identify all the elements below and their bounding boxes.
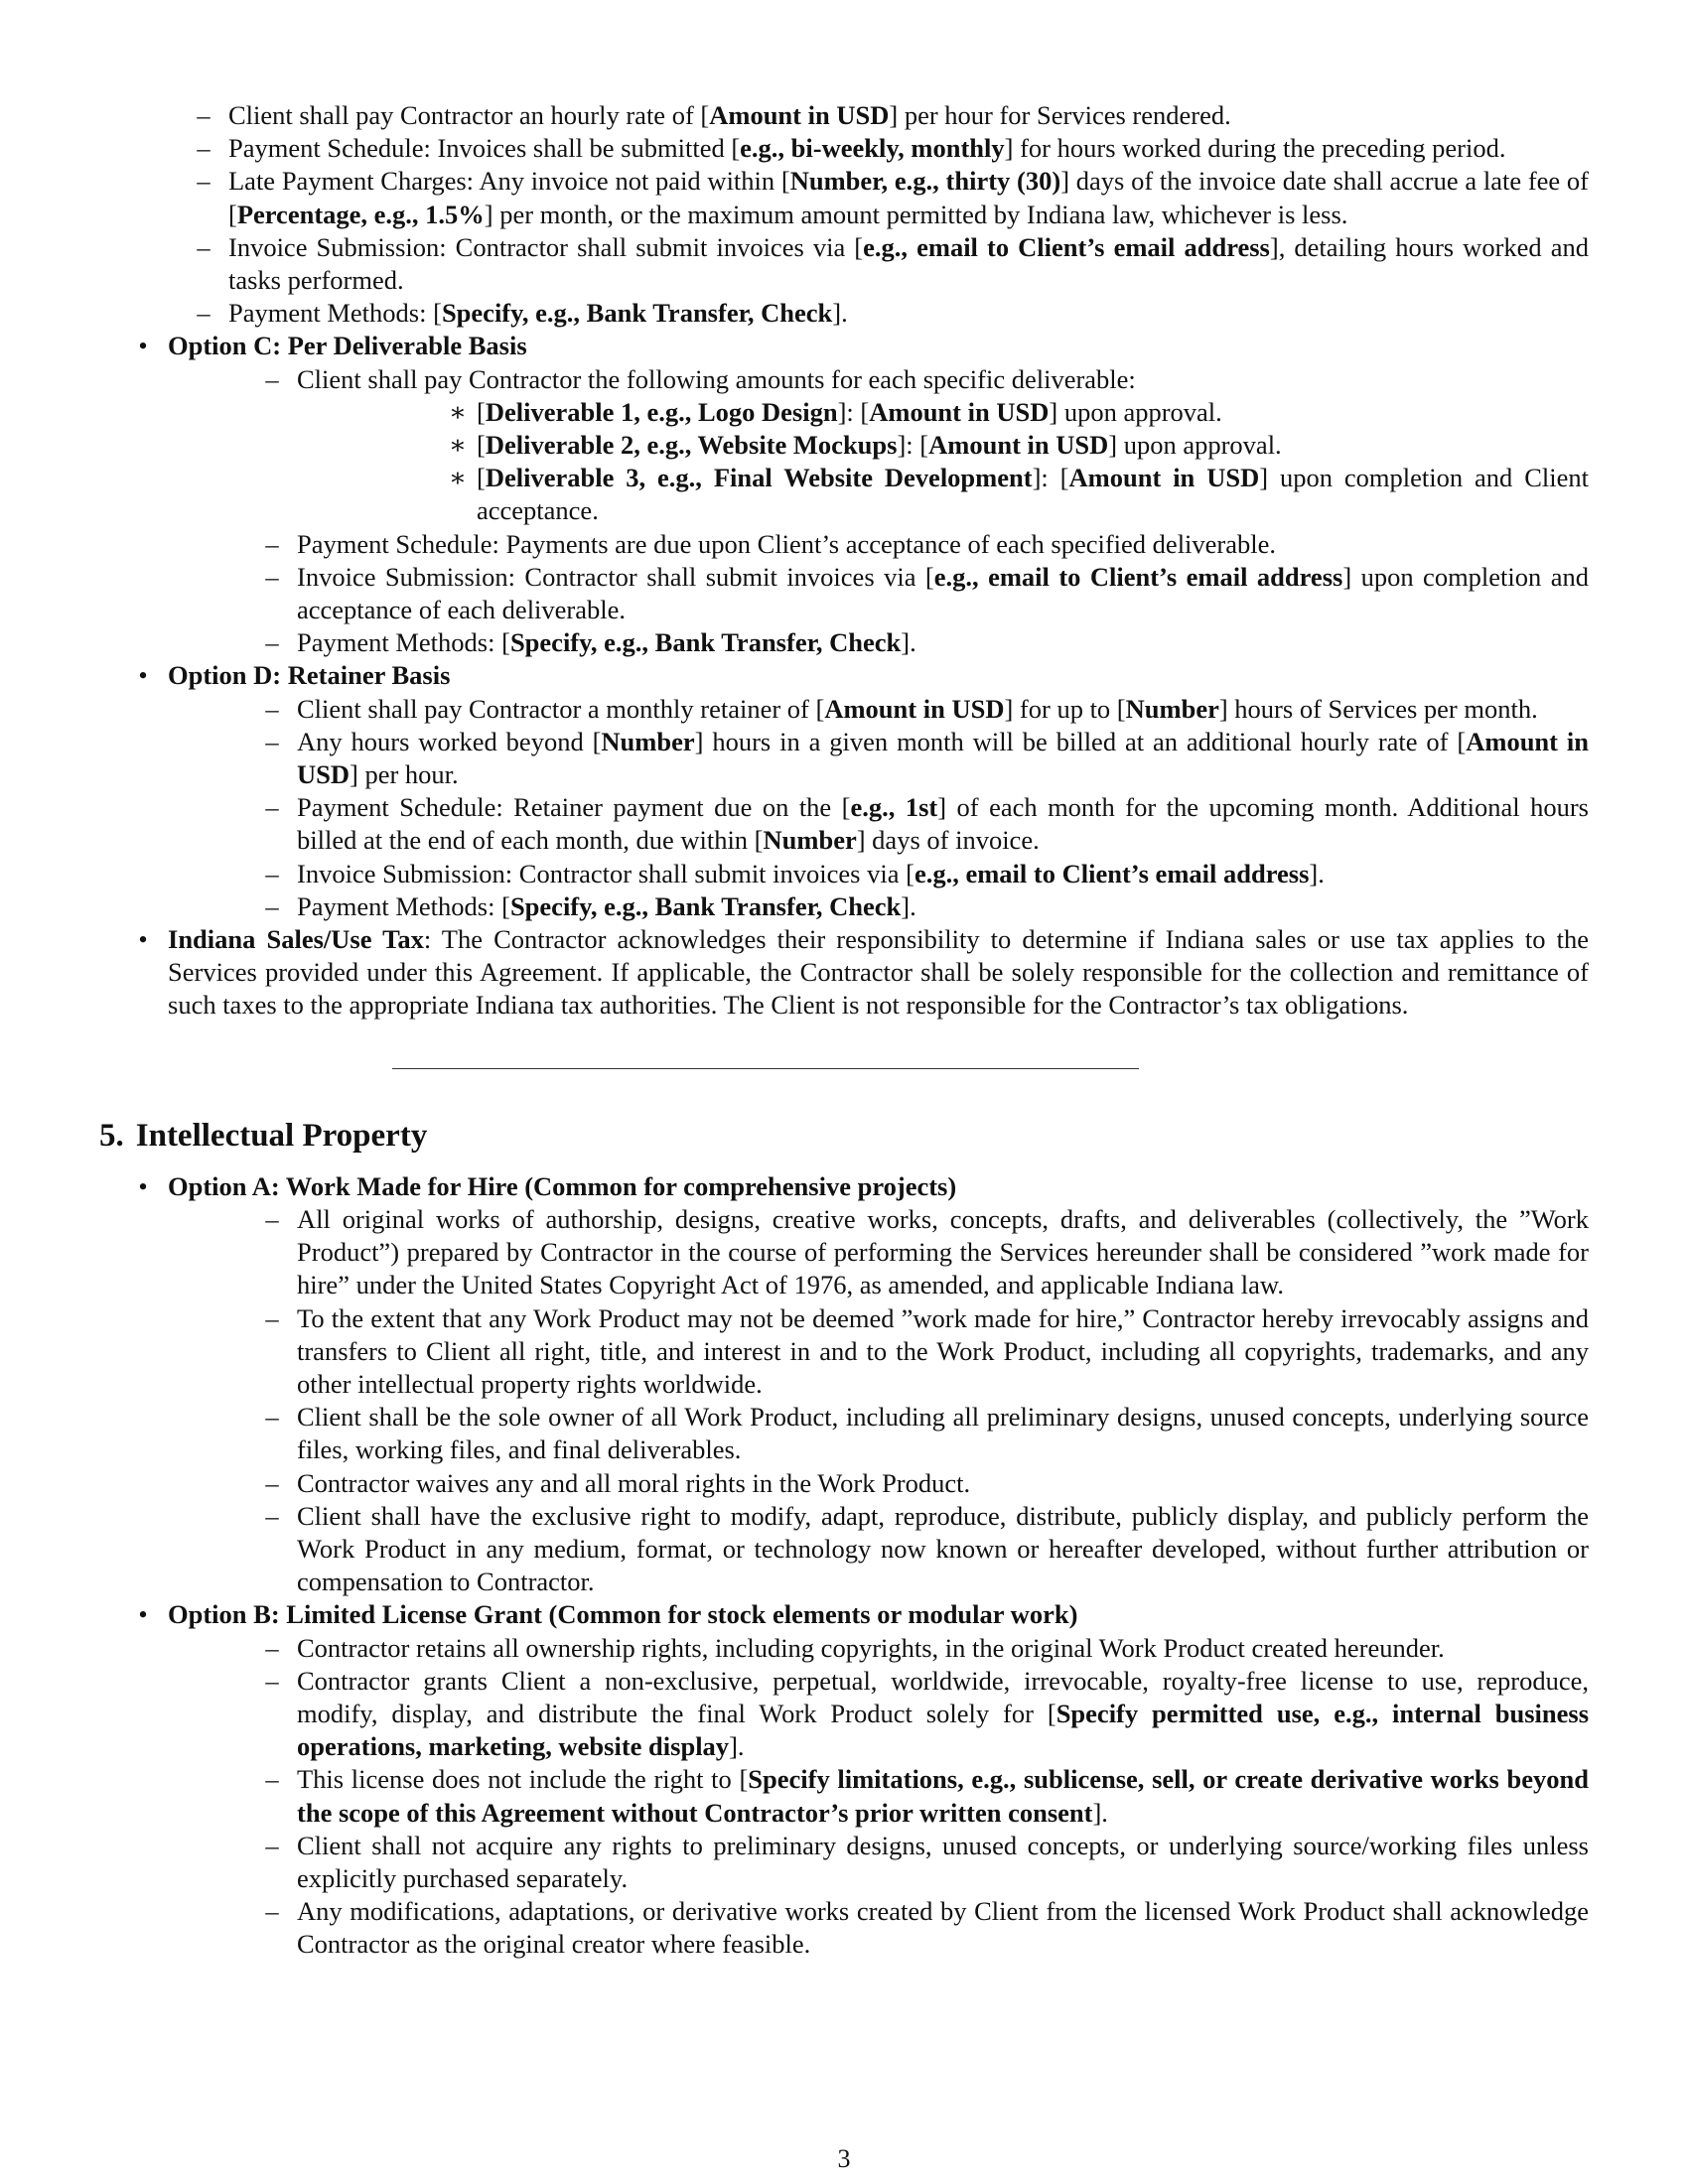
- list-item: [99, 231, 1589, 297]
- item-text: ] per hour.: [350, 759, 459, 790]
- list-item: [168, 858, 1589, 890]
- item-text: Payment Schedule: Retainer payment due on the [: [297, 792, 851, 823]
- placeholder-text: Specify, e.g., Bank Transfer, Check: [509, 890, 902, 921]
- item-text: ] days of invoice.: [856, 825, 1040, 856]
- item-text: ].: [901, 627, 916, 658]
- item-text: [: [477, 430, 486, 461]
- item-text: ] upon completion and acceptance of each deliverable.: [297, 561, 1589, 625]
- section-divider: [392, 1068, 1139, 1069]
- placeholder-text: e.g., email to Client’s email address: [863, 231, 1270, 262]
- tax-title: Indiana Sales/Use Tax: [168, 924, 424, 955]
- item-text: Payment Schedule: Invoices shall be submitted [: [228, 133, 741, 164]
- placeholder-text: Amount in USD: [869, 396, 1050, 427]
- list-item: [168, 1500, 1589, 1599]
- dash-marker: –: [265, 1302, 279, 1333]
- dash-marker: –: [265, 1500, 279, 1531]
- item-text: ], detailing hours worked and tasks performed.: [228, 231, 1589, 296]
- placeholder-text: Specify permitted use, e.g., internal business operations, marketing, website display: [297, 1698, 1590, 1762]
- item-text: ].: [1309, 858, 1325, 888]
- placeholder-text: e.g., email to Client’s email address: [933, 561, 1343, 592]
- placeholder-text: Number: [601, 726, 695, 756]
- ip-option-b-item: [99, 1598, 1589, 1961]
- page-content: [99, 99, 1589, 1962]
- dash-marker: –: [197, 100, 211, 130]
- dash-marker: –: [265, 726, 279, 756]
- item-text: ].: [832, 298, 848, 329]
- list-item: [99, 165, 1589, 230]
- item-text: All original works of authorship, designs, creative works, concepts, drafts, and deliverables (collectively, the ”Work Product”) prepared by Contractor in the course of performing the Services hereunder shall be considered ”work made for hire” under the United States Copyright Act of 1976, as amended, and applicable Indiana law.: [297, 1203, 1589, 1300]
- dash-marker: –: [197, 166, 211, 197]
- item-text: ] for hours worked during the preceding period.: [1004, 133, 1506, 164]
- placeholder-text: Percentage, e.g., 1.5%: [236, 199, 485, 229]
- item-text: Invoice Submission: Contractor shall submit invoices via [: [297, 858, 914, 888]
- ip-options-list: [99, 1170, 1589, 1962]
- list-item: [297, 396, 1589, 429]
- placeholder-text: Specify limitations, e.g., sublicense, sell, or create derivative works beyond the scope of this Agreement without Contractor’s prior written consent: [297, 1764, 1589, 1828]
- item-text: ]: [: [837, 396, 870, 427]
- item-text: ].: [901, 890, 916, 921]
- item-text: Any hours worked beyond [: [297, 726, 602, 756]
- placeholder-text: Number: [1125, 693, 1219, 724]
- list-item: [168, 1830, 1589, 1895]
- list-item: [168, 1632, 1589, 1665]
- list-item: [168, 1401, 1589, 1466]
- placeholder-text: Deliverable 3, e.g., Final Website Development: [485, 463, 1033, 493]
- item-text: Client shall not acquire any rights to preliminary designs, unused concepts, or underlying source/working files unless explicitly purchased separately.: [297, 1830, 1589, 1893]
- list-item: [168, 1302, 1589, 1402]
- list-item: [168, 1895, 1589, 1961]
- dash-marker: –: [265, 1764, 279, 1795]
- item-text: Client shall be the sole owner of all Work Product, including all preliminary designs, unused concepts, underlying source files, working files, and final deliverables.: [297, 1402, 1589, 1465]
- list-item: [168, 726, 1589, 791]
- payment-options-list: [99, 330, 1589, 1022]
- list-item: [168, 693, 1589, 726]
- dash-marker: –: [265, 693, 279, 724]
- item-text: Payment Schedule: Payments are due upon Client’s acceptance of each specified deliverable.: [297, 528, 1277, 559]
- star-marker: ∗: [448, 430, 467, 461]
- option-d-item: [99, 659, 1589, 923]
- tax-item: [99, 923, 1589, 1023]
- bullet-marker: •: [138, 331, 148, 361]
- dash-marker: –: [265, 1896, 279, 1927]
- option-c-title: Option C: Per Deliverable Basis: [168, 331, 527, 361]
- item-text: ] hours of Services per month.: [1218, 693, 1538, 724]
- section-number: 5.: [99, 1117, 124, 1154]
- option-c-terms-list: [168, 528, 1589, 660]
- dash-marker: –: [265, 528, 279, 559]
- ip-option-b-terms-list: [168, 1632, 1589, 1962]
- item-text: ] hours in a given month will be billed at an additional hourly rate of [: [694, 726, 1467, 756]
- option-c-intro: Client shall pay Contractor the following amounts for each specific deliverable:: [297, 363, 1136, 394]
- placeholder-text: Amount in USD: [928, 430, 1109, 461]
- item-text: ] per month, or the maximum amount permitted by Indiana law, whichever is less.: [484, 199, 1348, 229]
- placeholder-text: Specify, e.g., Bank Transfer, Check: [441, 298, 833, 329]
- tax-text: : The Contractor acknowledges their responsibility to determine if Indiana sales or use tax applies to the Services provided under this Agreement. If applicable, the Contractor shall be solely responsible for the collection and remittance of such taxes to the appropriate Indiana tax authorities. The Client is not responsible for the Contractor’s tax obligations.: [168, 924, 1590, 1021]
- item-text: Contractor grants Client a non-exclusive, perpetual, worldwide, irrevocable, royalty-free license to use, reproduce, modify, display, and distribute the final Work Product solely for [: [297, 1665, 1589, 1728]
- list-item: [297, 462, 1589, 527]
- ip-option-a-title: Option A: Work Made for Hire (Common for comprehensive projects): [168, 1170, 957, 1201]
- dash-marker: –: [265, 1665, 279, 1696]
- item-text: Payment Methods: [: [297, 627, 510, 658]
- ip-option-a-terms-list: [168, 1203, 1589, 1598]
- placeholder-text: e.g., 1st: [850, 792, 938, 823]
- item-text: Contractor retains all ownership rights, including copyrights, in the original Work Product created hereunder.: [297, 1632, 1445, 1663]
- dash-marker: –: [197, 298, 211, 329]
- dash-marker: –: [265, 1830, 279, 1860]
- dash-marker: –: [265, 1203, 279, 1234]
- deliverables-list: [297, 396, 1589, 528]
- list-item: [99, 99, 1589, 132]
- bullet-marker: •: [138, 660, 148, 691]
- dash-marker: –: [265, 1632, 279, 1663]
- item-text: ]: [: [1032, 463, 1069, 493]
- placeholder-text: e.g., email to Client’s email address: [914, 858, 1310, 888]
- list-item: [99, 132, 1589, 165]
- item-text: ] per hour for Services rendered.: [889, 100, 1231, 130]
- item-text: ] for up to [: [1004, 693, 1126, 724]
- item-text: ].: [1092, 1797, 1108, 1828]
- item-text: Any modifications, adaptations, or derivative works created by Client from the licensed Work Product shall acknowledge Contractor as the original creator where feasible.: [297, 1896, 1589, 1960]
- list-item: [99, 297, 1589, 330]
- item-text: Payment Methods: [: [297, 890, 510, 921]
- option-c-sublist: [168, 363, 1589, 528]
- star-marker: ∗: [448, 463, 467, 493]
- payment-option-b-list: [99, 99, 1589, 330]
- item-text: Invoice Submission: Contractor shall submit invoices via [: [228, 231, 864, 262]
- option-c-item: [99, 330, 1589, 659]
- dash-marker: –: [197, 231, 211, 262]
- placeholder-text: Number, e.g., thirty (30): [789, 166, 1061, 197]
- section-title: Intellectual Property: [135, 1117, 428, 1154]
- section-heading: [99, 1116, 1589, 1156]
- dash-marker: –: [265, 561, 279, 592]
- bullet-marker: •: [138, 1170, 148, 1201]
- ip-option-a-item: [99, 1170, 1589, 1599]
- item-text: ] upon completion and Client acceptance.: [477, 463, 1589, 526]
- placeholder-text: Deliverable 1, e.g., Logo Design: [485, 396, 838, 427]
- ip-option-b-title: Option B: Limited License Grant (Common for stock elements or modular work): [168, 1599, 1078, 1630]
- dash-marker: –: [265, 858, 279, 888]
- option-d-title: Option D: Retainer Basis: [168, 660, 451, 691]
- placeholder-text: Deliverable 2, e.g., Website Mockups: [485, 430, 898, 461]
- item-text: ] upon approval.: [1108, 430, 1282, 461]
- list-item: [168, 1763, 1589, 1829]
- list-item: [168, 1203, 1589, 1302]
- dash-marker: –: [265, 627, 279, 658]
- item-text: ] of each month for the upcoming month. Additional hours billed at the end of each month, due within [: [297, 792, 1589, 856]
- list-item: [168, 1467, 1589, 1500]
- list-item: [168, 626, 1589, 659]
- bullet-marker: •: [138, 1599, 148, 1630]
- item-text: ]: [: [897, 430, 929, 461]
- dash-marker: –: [265, 792, 279, 823]
- option-c-intro-item: [168, 363, 1589, 528]
- item-text: [: [477, 463, 486, 493]
- dash-marker: –: [265, 890, 279, 921]
- dash-marker: –: [197, 133, 211, 164]
- dash-marker: –: [265, 1402, 279, 1433]
- item-text: [: [477, 396, 486, 427]
- placeholder-text: e.g., bi-weekly, monthly: [740, 133, 1005, 164]
- list-item: [168, 1665, 1589, 1764]
- bullet-marker: •: [138, 924, 148, 955]
- list-item: [297, 429, 1589, 462]
- list-item: [168, 528, 1589, 561]
- item-text: Client shall have the exclusive right to modify, adapt, reproduce, distribute, publicly display, and publicly perform the Work Product in any medium, format, or technology now known or hereafter developed, without further attribution or compensation to Contractor.: [297, 1500, 1589, 1597]
- page-number: 3: [837, 2144, 851, 2173]
- item-text: ] upon approval.: [1049, 396, 1222, 427]
- dash-marker: –: [265, 1467, 279, 1498]
- item-text: To the extent that any Work Product may not be deemed ”work made for hire,” Contractor hereby irrevocably assigns and transfers to Client all right, title, and interest in and to the Work Product, including all copyrights, trademarks, and any other intellectual property rights worldwide.: [297, 1302, 1589, 1399]
- star-marker: ∗: [448, 396, 467, 427]
- item-text: Client shall pay Contractor a monthly retainer of [: [297, 693, 825, 724]
- placeholder-text: Amount in USD: [1068, 463, 1260, 493]
- item-text: ].: [729, 1731, 745, 1762]
- item-text: This license does not include the right to [: [297, 1764, 749, 1795]
- item-text: Late Payment Charges: Any invoice not paid within [: [228, 166, 790, 197]
- item-text: Invoice Submission: Contractor shall submit invoices via [: [297, 561, 934, 592]
- option-d-terms-list: [168, 693, 1589, 923]
- dash-marker: –: [265, 363, 279, 394]
- placeholder-text: Number: [763, 825, 857, 856]
- placeholder-text: Amount in USD: [824, 693, 1005, 724]
- list-item: [168, 561, 1589, 626]
- item-text: Contractor waives any and all moral rights in the Work Product.: [297, 1467, 971, 1498]
- item-text: Client shall pay Contractor an hourly rate of [: [228, 100, 710, 130]
- placeholder-text: Specify, e.g., Bank Transfer, Check: [509, 627, 902, 658]
- item-text: Payment Methods: [: [228, 298, 442, 329]
- list-item: [168, 890, 1589, 923]
- item-text: ] days of the invoice date shall accrue a late fee of [: [228, 166, 1590, 229]
- list-item: [168, 791, 1589, 857]
- placeholder-text: Amount in USD: [297, 726, 1589, 790]
- placeholder-text: Amount in USD: [709, 100, 890, 130]
